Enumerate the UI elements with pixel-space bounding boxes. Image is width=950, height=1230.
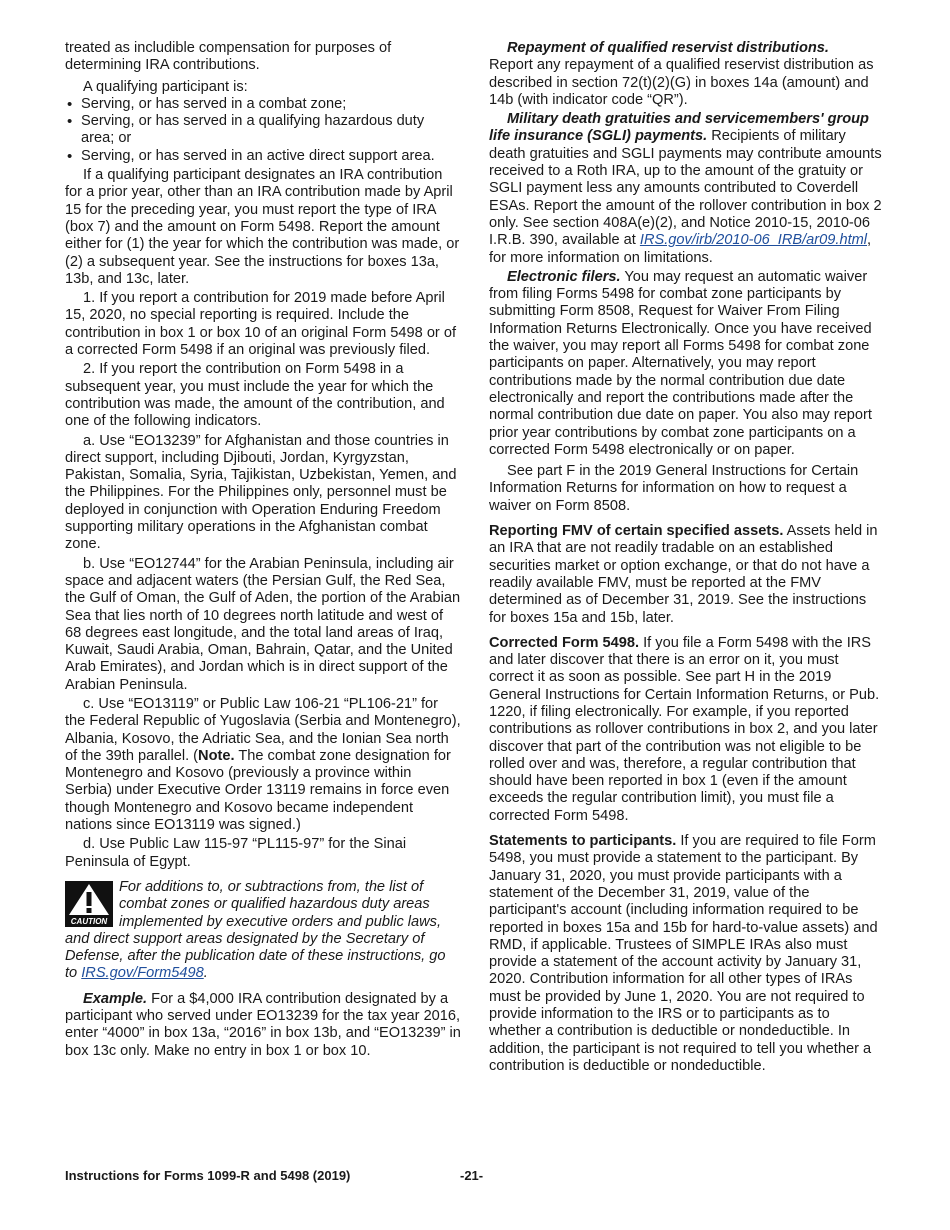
statements-heading: Statements to participants.	[489, 833, 677, 850]
repayment-heading: Repayment of qualified reservist distributions.	[507, 40, 829, 56]
caution-label: CAUTION	[70, 916, 108, 926]
list-item: • Serving, or has served in a qualifying hazardous duty area; or	[65, 113, 461, 148]
paragraph-item-1: 1. If you report a contribution for 2019 made before April 15, 2020, no special reporting is required. Include the contribution in box 1 or box 10 of an original Form 5498 or of a corrected Form 5498 if an original was previously filed.	[65, 290, 457, 359]
repayment-text: Report any repayment of a qualified reservist distribution as described in section 72(t)(2)(G) in boxes 14a (amount) and 14b (with indicator code “QR”).	[489, 57, 874, 108]
corrected-heading: Corrected Form 5498.	[489, 634, 640, 651]
example-paragraph: Example. For a $4,000 IRA contribution designated by a participant who served under EO13239 for the tax year 2016, enter “4000” in box 13a, “2016” in box 13b, and “EO13239” in box 13c only. Make no entry in box 1 or box 10.	[65, 990, 461, 1059]
statements-paragraph: Statements to participants. If you are required to file Form 5498, you must provide a statement to the participant. By January 31, 2020, you must provide participants with a statement of the December 31, 2019, value of the participant's account (including information required to be reported in boxes 15a and 15b for hard-to-value assets) and RMD, if applicable. Trustees of SIMPLE IRAs also must provide a statement of the account activity by January 31, 2020. Contribution information for all other types of IRAs must be provided by June 1, 2020. You are not required to provide information to the IRS or to participants as to whether a contribution is deductible or nondeductible. In addition, the participant is not required to tell you whether a contribution is deductible or nondeductible.	[489, 833, 878, 1074]
paragraph-item-b: b. Use “EO12744” for the Arabian Peninsula, including air space and adjacent waters (the Persian Gulf, the Red Sea, the Gulf of Oman, the Gulf of Aden, the portion of the Arabian Sea that lies north of 10 degrees north latitude and west of 68 degrees east longitude, and the total land areas of Iraq, Kuwait, Saudi Arabia, Oman, Bahrain, Qatar, and the United Arab Emirates), and Jordan which is in direct support of the Arabian Peninsula.	[65, 555, 461, 693]
corrected-paragraph: Corrected Form 5498. If you file a Form 5498 with the IRS and later discover that there is an error on it, you must correct it as soon as possible. See part H in the 2019 General Instructions for Certain Information Returns, or Pub. 1220, if filing electronically. For example, if you reported contributions as rollover contributions in box 2, and you later discover that part of the contribution was not eligible to be rolled over and was, therefore, a regular contribution that should have been reported in box 1 (even if the amount exceeds the regular contribution limit), you must file a corrected Form 5498.	[489, 634, 880, 824]
sgli-paragraph: Military death gratuities and servicemembers' group life insurance (SGLI) payments. Recipients of military death gratuities and SGLI payments may contribute amounts received to a Roth IRA, up to the amount of the gratuity or SGLI payment less any amounts contributed to Coverdell ESAs. Report the amount of the rollover contribution in box 2 only. See section 408A(e)(2), and Notice 2010-15, 2010-06 I.R.B. 390, available at IRS.gov/irb/2010-06_IRB/ar09.html, for more information on limitations.	[489, 111, 882, 266]
caution-note: CAUTION For additions to, or subtractions from, the list of combat zones or qualified hazardous duty areas implemented by executive orders and public laws, and direct support areas designated by the Secretary of Defense, after the publication date of these instructions, go to IRS.gov/Form5498.	[65, 878, 446, 982]
electronic-filers-paragraph: Electronic filers. You may request an automatic waiver from filing Forms 5498 for combat zone participants by submitting Form 8508, Request for Waiver From Filing Information Returns Electronically. Once you have received the waiver, you may report all Forms 5498 for combat zone participants on paper. Alternatively, you may report contributions made by the normal contribution due date electronically and report the contributions made after the normal contribution due date on paper. You also may report prior year contributions by combat zone participants on a corrected Form 5498 electronically or on paper.	[489, 268, 872, 458]
sgli-heading: Military death gratuities and servicemembers' group life insurance (SGLI) payments.	[489, 111, 869, 145]
list-item: • Serving, or has served in an active direct support area.	[65, 148, 461, 165]
caution-icon	[65, 881, 113, 927]
example-heading: Example.	[83, 990, 148, 1007]
page-number: -21-	[460, 1168, 484, 1183]
paragraph-designate: If a qualifying participant designates an IRA contribution for a prior year, other than an IRA contribution made by April 15 for the preceding year, you must report the type of IRA (box 7) and the amount on Form 5498. Report the amount either for (1) the year for which the contribution was made, or (2) a subsequent year. See the instructions for boxes 13a, 13b, and 13c, later.	[65, 167, 460, 287]
left-column	[65, 40, 461, 1060]
part-f-paragraph: See part F in the 2019 General Instructions for Certain Information Returns for information on how to request a waiver on Form 8508.	[489, 463, 859, 514]
note-label: Note.	[198, 747, 235, 764]
irb-link[interactable]: IRS.gov/irb/2010-06_IRB/ar09.html	[639, 232, 868, 249]
electronic-filers-heading: Electronic filers.	[507, 268, 621, 285]
right-column	[489, 40, 885, 1075]
qualifying-intro: A qualifying participant is:	[83, 78, 248, 95]
fmv-paragraph: Reporting FMV of certain specified assets. Assets held in an IRA that are not readily tradable on an established securities market or option exchange, or that do not have a readily available FMV, must be reported at the FMV determined as of December 31, 2019. See the instructions for boxes 15a and 15b, later.	[489, 523, 878, 626]
paragraph-item-a: a. Use “EO13239” for Afghanistan and those countries in direct support, including Djibouti, Jordan, Kyrgyzstan, Pakistan, Somalia, Syria, Tajikistan, Uzbekistan, Yemen, and the Philippines. For the Philippines only, personnel must be deployed in conjunction with Operation Enduring Freedom supporting military operations in the Afghanistan combat zone.	[65, 432, 457, 553]
footer-title: Instructions for Forms 1099-R and 5498 (2019)	[65, 1168, 351, 1183]
paragraph-continued: treated as includible compensation for purposes of determining IRA contributions.	[65, 40, 392, 74]
fmv-heading: Reporting FMV of certain specified assets.	[489, 523, 784, 540]
list-item: • Serving, or has served in a combat zone;	[65, 96, 461, 113]
qualifying-list	[65, 96, 461, 165]
irs-form5498-link[interactable]: IRS.gov/Form5498	[81, 965, 204, 982]
paragraph-item-2: 2. If you report the contribution on Form 5498 in a subsequent year, you must include the year for which the contribution was made, the amount of the contribution, and one of the following indicators.	[65, 361, 445, 430]
paragraph-item-c: c. Use “EO13119” or Public Law 106-21 “PL106-21” for the Federal Republic of Yugoslavia (Serbia and Montenegro), Albania, Kosovo, the Adriatic Sea, and the Ionian Sea north of the 39th parallel. (Note. The combat zone designation for Montenegro and Kosovo (previously a province within Serbia) under Executive Order 13119 remains in force even though Montenegro and Kosovo became independent nations since EO13119 was signed.)	[65, 695, 461, 834]
paragraph-item-d: d. Use Public Law 115-97 “PL115-97” for the Sinai Peninsula of Egypt.	[65, 836, 407, 870]
